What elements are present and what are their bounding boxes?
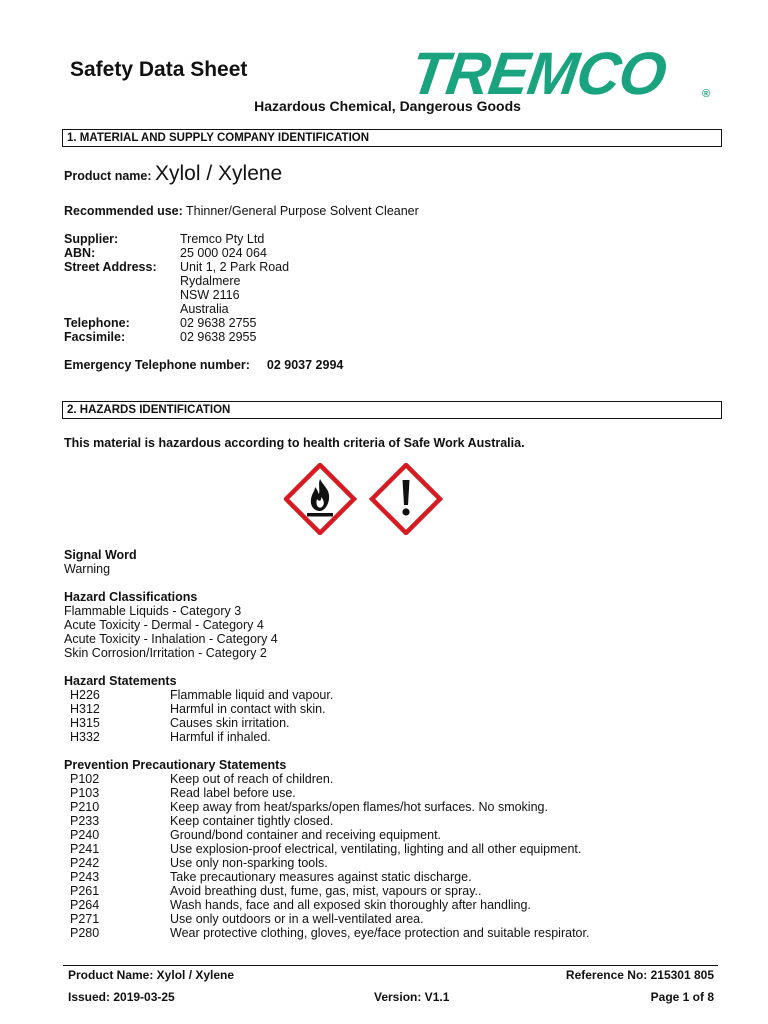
address-line: NSW 2116 (180, 288, 240, 302)
recommended-use-label: Recommended use: (64, 204, 183, 218)
statement-code: P271 (70, 912, 100, 926)
classifications-label: Hazard Classifications (64, 590, 198, 604)
supplier-value: Tremco Pty Ltd (180, 232, 265, 246)
logo-wordmark: TREMCO (412, 40, 671, 104)
statement-text: Keep out of reach of children. (170, 772, 334, 786)
classification-item: Acute Toxicity - Inhalation - Category 4 (64, 632, 278, 646)
statement-code: P210 (70, 800, 100, 814)
classification-item: Skin Corrosion/Irritation - Category 2 (64, 646, 267, 660)
product-name-label: Product name: (64, 169, 152, 183)
statement-text: Use only outdoors or in a well-ventilated area. (170, 912, 424, 926)
statement-text: Wash hands, face and all exposed skin thoroughly after handling. (170, 898, 531, 912)
recommended-use-value: Thinner/General Purpose Solvent Cleaner (186, 204, 419, 218)
recommended-use-row (64, 204, 419, 218)
classification-item: Flammable Liquids - Category 3 (64, 604, 242, 618)
statement-text: Avoid breathing dust, fume, gas, mist, vapours or spray.. (170, 884, 482, 898)
statement-code: H226 (70, 688, 100, 702)
footer-divider (63, 965, 718, 966)
signal-word-label: Signal Word (64, 548, 137, 562)
statement-text: Use explosion-proof electrical, ventilating, lighting and all other equipment. (170, 842, 582, 856)
statement-code: H332 (70, 730, 100, 744)
statement-code: H315 (70, 716, 100, 730)
registered-mark: ® (702, 88, 711, 100)
exclamation-icon (372, 465, 440, 533)
section-1-heading: 1. MATERIAL AND SUPPLY COMPANY IDENTIFICATION (62, 129, 722, 147)
abn-value: 25 000 024 064 (180, 246, 267, 260)
footer-page: Page 1 of 8 (650, 990, 714, 1004)
statement-code: P103 (70, 786, 100, 800)
hazard-statements-label: Hazard Statements (64, 674, 177, 688)
emergency-label: Emergency Telephone number: (64, 358, 250, 372)
address-line: Rydalmere (180, 274, 241, 288)
statement-code: H312 (70, 702, 100, 716)
facsimile-value: 02 9638 2955 (180, 330, 257, 344)
address-label: Street Address: (64, 260, 157, 274)
statement-text: Keep away from heat/sparks/open flames/hot surfaces. No smoking. (170, 800, 548, 814)
statement-code: P261 (70, 884, 100, 898)
telephone-label: Telephone: (64, 316, 130, 330)
prevention-label: Prevention Precautionary Statements (64, 758, 287, 772)
statement-code: P240 (70, 828, 100, 842)
footer-reference: Reference No: 215301 805 (565, 968, 714, 982)
product-name-row (64, 162, 283, 185)
signal-word-value: Warning (64, 562, 111, 576)
statement-text: Harmful in contact with skin. (170, 702, 326, 716)
statement-text: Take precautionary measures against static discharge. (170, 870, 472, 884)
telephone-value: 02 9638 2755 (180, 316, 257, 330)
footer-product-name: Product Name: Xylol / Xylene (68, 968, 235, 982)
statement-text: Harmful if inhaled. (170, 730, 271, 744)
statement-text: Use only non-sparking tools. (170, 856, 328, 870)
statement-code: P280 (70, 926, 100, 940)
section-2-heading: 2. HAZARDS IDENTIFICATION (62, 401, 722, 419)
hazard-statement: This material is hazardous according to health criteria of Safe Work Australia. (64, 436, 525, 450)
statement-code: P102 (70, 772, 100, 786)
statement-code: P264 (70, 898, 100, 912)
statement-text: Flammable liquid and vapour. (170, 688, 334, 702)
abn-label: ABN: (64, 246, 96, 260)
document-subtitle: Hazardous Chemical, Dangerous Goods (254, 98, 521, 114)
address-line: Australia (180, 302, 229, 316)
statement-text: Ground/bond container and receiving equipment. (170, 828, 442, 842)
flame-icon (286, 465, 354, 533)
emergency-row (64, 358, 343, 372)
emergency-value: 02 9037 2994 (266, 358, 344, 372)
statement-code: P241 (70, 842, 100, 856)
address-line: Unit 1, 2 Park Road (180, 260, 290, 274)
classification-item: Acute Toxicity - Dermal - Category 4 (64, 618, 264, 632)
statement-code: P243 (70, 870, 100, 884)
statement-text: Causes skin irritation. (170, 716, 290, 730)
footer-version: Version: V1.1 (374, 990, 450, 1004)
statement-text: Read label before use. (170, 786, 296, 800)
facsimile-label: Facsimile: (64, 330, 126, 344)
footer-issued: Issued: 2019-03-25 (68, 990, 175, 1004)
statement-text: Keep container tightly closed. (170, 814, 334, 828)
statement-code: P233 (70, 814, 100, 828)
product-name-value: Xylol / Xylene (155, 162, 283, 185)
statement-code: P242 (70, 856, 100, 870)
supplier-label: Supplier: (64, 232, 119, 246)
ghs-pictograms (284, 463, 446, 540)
statement-text: Wear protective clothing, gloves, eye/face protection and suitable respirator. (170, 926, 590, 940)
document-title: Safety Data Sheet (70, 58, 248, 81)
